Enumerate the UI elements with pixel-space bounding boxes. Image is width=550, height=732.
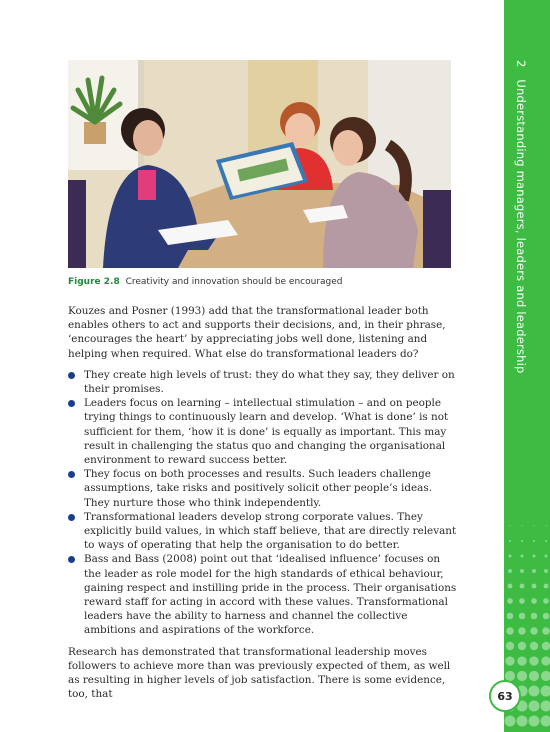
decorative-dot <box>517 671 527 681</box>
decorative-dot <box>529 671 539 681</box>
decorative-dot <box>517 656 526 665</box>
decorative-dot <box>533 540 535 542</box>
decorative-dot <box>545 540 547 542</box>
list-item-text: They create high levels of trust: they do what they say, they deliver on their promises. <box>84 368 455 396</box>
decorative-dot <box>545 525 546 526</box>
figure-caption <box>68 277 468 287</box>
decorative-dot <box>509 555 512 558</box>
chapter-side-band <box>504 0 550 732</box>
decorative-dot <box>529 686 540 697</box>
list-item <box>68 396 458 467</box>
decorative-dot <box>541 686 550 697</box>
decorative-dot <box>541 671 550 681</box>
list-item <box>68 552 458 637</box>
decorative-dot <box>521 540 523 542</box>
list-item-text: Leaders focus on learning – intellectual stimulation – and on people trying things to continuously learn and develop. ‘What is done’ is not sufficient for them, ‘how it is done’ is equally as important. This may result in challenging the status quo and changing the organisational environment to reward success better. <box>84 397 449 467</box>
decorative-dot <box>519 613 526 620</box>
bullet-icon <box>68 514 75 521</box>
decorative-dot <box>545 555 548 558</box>
list-item-text: Transformational leaders develop strong corporate values. They explicitly build values, in which staff believe, that are directly relevant to ways of operating that help the organisation to do better. <box>84 510 457 552</box>
list-item-text: Bass and Bass (2008) point out that ‘idealised influence’ focuses on the leader as role model for the high standards of ethical behaviour, gaining respect and instilling pride in the process. Their organisations reward staff for acting in accord with these values. Transformational leaders have the ability to harness and channel the collective ambitions and aspirations of the workforce. <box>84 553 457 637</box>
decorative-dot <box>543 613 550 620</box>
list-item <box>68 368 458 396</box>
intro-paragraph: Kouzes and Posner (1993) add that the transformational leader both enables others to act and supports their decisions, and, in their phrase, ‘encourages the heart’ by appreciating jobs well done, listening and helping when required. What else do transformational leaders do? <box>68 305 446 360</box>
decorative-dot <box>533 555 536 558</box>
decorative-dot <box>520 569 524 573</box>
decorative-dot <box>529 701 540 712</box>
decorative-dot <box>541 701 550 712</box>
decorative-dot <box>531 613 538 620</box>
decorative-dot <box>507 598 513 604</box>
figure-label: Figure 2.8 <box>68 277 120 287</box>
decorative-dot <box>505 656 514 665</box>
bullet-list <box>68 368 458 638</box>
decorative-dot <box>506 627 514 635</box>
decorative-dot <box>505 716 516 727</box>
decorative-dot <box>517 716 528 727</box>
decorative-dot <box>529 716 540 727</box>
decorative-dot <box>543 598 549 604</box>
decorative-dot <box>519 598 525 604</box>
decorative-dot <box>518 642 526 650</box>
list-item <box>68 467 458 510</box>
decorative-dot <box>509 525 510 526</box>
decorative-dot <box>544 569 548 573</box>
bullet-icon <box>68 556 75 563</box>
decorative-dot <box>509 540 511 542</box>
decorative-dot <box>508 569 512 573</box>
figure-caption-text: Creativity and innovation should be encouraged <box>125 277 343 287</box>
decorative-dot <box>532 569 536 573</box>
decorative-dot <box>533 525 534 526</box>
chapter-number: 2 <box>514 60 528 68</box>
decorative-dot <box>521 555 524 558</box>
body-text <box>68 304 458 708</box>
decorative-dot <box>541 716 550 727</box>
figure-photo <box>68 60 451 268</box>
decorative-dot <box>530 642 538 650</box>
decorative-dot <box>506 642 514 650</box>
bullet-icon <box>68 471 75 478</box>
chapter-heading <box>514 60 528 374</box>
decorative-dot <box>507 613 514 620</box>
decorative-dot <box>508 584 513 589</box>
decorative-dot <box>532 584 537 589</box>
bullet-icon <box>68 372 75 379</box>
bullet-icon <box>68 400 75 407</box>
closing-paragraph: Research has demonstrated that transformational leadership moves followers to achieve more than was previously expected of them, as well as resulting in higher levels of job satisfaction. There is some evidence, too, that <box>68 645 451 701</box>
decorative-dot <box>529 656 538 665</box>
decorative-dot <box>530 627 538 635</box>
decorative-dot <box>542 627 550 635</box>
decorative-dot <box>520 584 525 589</box>
decorative-dot <box>541 656 550 665</box>
decorative-dot <box>544 584 549 589</box>
list-item <box>68 510 458 553</box>
decorative-dot <box>531 598 537 604</box>
page-number: 63 <box>489 680 521 712</box>
decorative-dot <box>521 525 522 526</box>
decorative-dot <box>542 642 550 650</box>
list-item-text: They focus on both processes and results. Such leaders challenge assumptions, take risks and positively solicit other people’s ideas. They nurture those who think independently. <box>84 468 433 509</box>
decorative-dot <box>518 627 526 635</box>
chapter-title: Understanding managers, leaders and leadership <box>514 79 528 374</box>
